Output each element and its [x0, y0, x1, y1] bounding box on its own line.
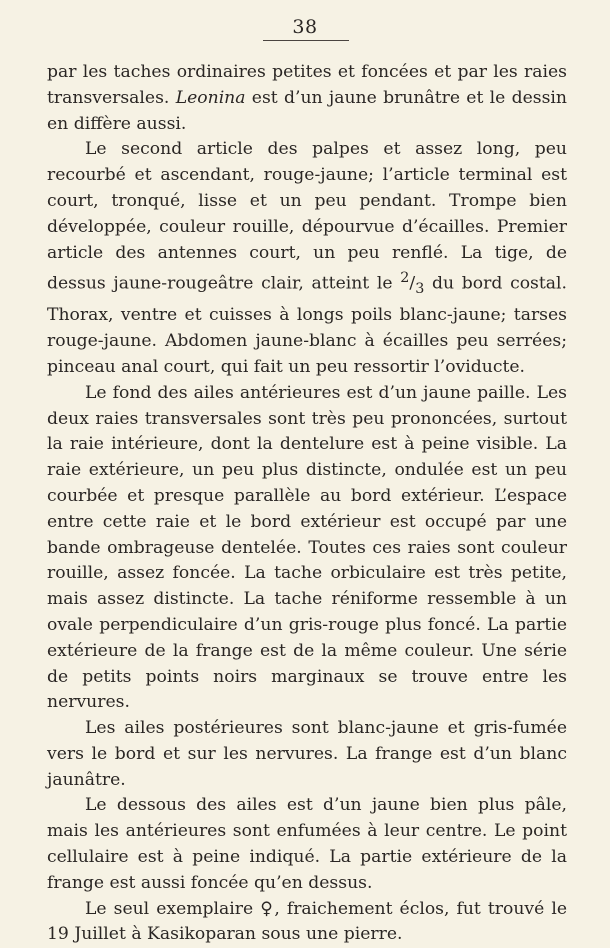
paragraph-anterior-wings: Le fond des ailes antérieures est d’un jaune paille. Les deux raies transversales sont très peu prononcées, surtout la raie intérieure, dont la dentelure est à peine visible. La raie extérieure, un peu plus distincte, ondulée est un peu courbée et presque parallèle au bord extérieur. L’espace entre cette raie et le bord extérieur est occupé par une bande ombrageuse dentelée. Toutes ces raies sont couleur rouille, assez foncée. La tache orbiculaire est très petite, mais assez distincte. La tache réniforme ressemble à un ovale perpendiculaire d’un gris-rouge plus foncé. La partie extérieure de la frange est de la même couleur. Une série de petits points noirs marginaux se trouve entre les nervures. [47, 382, 567, 713]
paragraph-1-text-end: est d’un jaune brunâtre et le dessin en diffère aussi. [47, 87, 568, 134]
fraction-denominator: 3 [415, 281, 425, 298]
paragraph-wing-underside: Le dessous des ailes est d’un jaune bien plus pâle, mais les antérieures sont enfumées à leur centre. Le point cellulaire est à peine indiqué. La partie extérieure de la frange est aussi foncée qu’en dessus. [47, 795, 567, 893]
paragraph-specimen: Le seul exemplaire ♀, fraichement éclos, fut trouvé le 19 Juillet à Kasikoparan sous une pierre. [47, 898, 567, 945]
species-name-leonina: Leonina [175, 87, 246, 108]
fraction-numerator: 2 [400, 270, 410, 287]
page-number-rule [263, 40, 349, 41]
paragraph-posterior-wings: Les ailes postérieures sont blanc-jaune et gris-fumée vers le bord et sur les nervures. La frange est d’un blanc jaunâtre. [47, 718, 567, 790]
paragraph-palpes: Le second article des palpes et assez long, peu recourbé et ascendant, rouge-jaune; l’article terminal est court, tronqué, lisse et un peu pendant. Trompe bien développée, couleur rouille, dépourvue d’écailles. Premier article des antennes court, un peu renflé. La tige, de dessus jaune-rougeâtre clair, atteint le $^2/_3$ du bord costal. Thorax, ventre et cuisses à longs poils blanc-jaune; tarses rouge-jaune. Abdomen jaune-blanc à écailles peu serrées; pinceau anal court, qui fait un peu ressortir l’oviducte. [47, 139, 567, 377]
body-text [47, 60, 567, 948]
paragraph-2-text-start: Le second article des palpes et assez long, peu recourbé et ascendant, rouge-jaune; l’article terminal est court, tronqué, lisse et un peu pendant. Trompe bien développée, couleur rouille, dépourvue d’écailles. Premier article des antennes court, un peu renflé. La tige, de dessus jaune-rougeâtre clair, atteint le [47, 139, 567, 295]
page-number: 38 [292, 16, 318, 38]
paragraph-1-text-start: par les taches ordinaires petites et foncées et par les raies transversales. [47, 62, 567, 108]
paragraph-continuation [47, 60, 567, 137]
paragraph-2-text-end: du bord costal. Thorax, ventre et cuisses à longs poils blanc-jaune; tarses rouge-jaune. Abdomen jaune-blanc à écailles peu serrées; pinceau anal court, qui fait un peu ressortir l’oviducte. [47, 274, 567, 377]
